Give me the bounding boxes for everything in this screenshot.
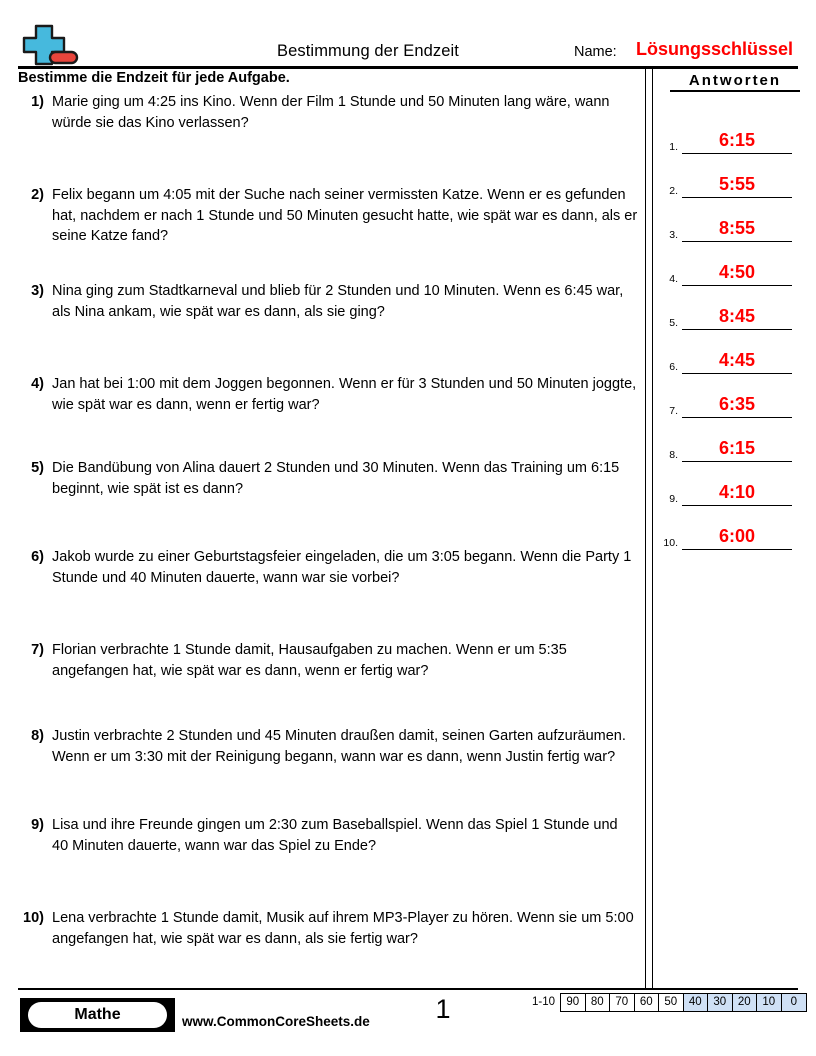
problem-item [18, 92, 638, 133]
score-cell: 30 [708, 994, 733, 1011]
answer-value: 8:45 [718, 306, 756, 326]
problem-text: Nina ging zum Stadtkarneval und blieb für 2 Stunden und 10 Minuten. Wenn es 6:45 war, als Nina ankam, wie spät war es dann, als sie ging? [52, 283, 624, 320]
score-cell-row [560, 993, 807, 1012]
instruction-text: Bestimme die Endzeit für jede Aufgabe. [18, 70, 290, 86]
problem-number: 7) [31, 642, 44, 658]
answer-value: 4:50 [718, 262, 756, 282]
answer-row [656, 154, 806, 198]
answer-number: 7. [669, 405, 678, 417]
answer-value: 8:55 [718, 218, 756, 238]
score-cell: 70 [610, 994, 635, 1011]
score-range-label: 1-10 [532, 996, 556, 1008]
answer-value: 6:00 [718, 526, 756, 546]
answer-key-label: Lösungsschlüssel [636, 39, 794, 59]
answer-number: 4. [669, 273, 678, 285]
problem-text: Lena verbrachte 1 Stunde damit, Musik auf ihrem MP3-Player zu hören. Wenn sie um 5:00 angefangen hat, wie spät war es dann, als sie fertig war? [52, 910, 634, 947]
answer-value: 5:55 [718, 174, 756, 194]
footer-divider [18, 988, 798, 990]
problem-item [18, 640, 630, 681]
answer-number: 5. [669, 317, 678, 329]
score-table [532, 993, 807, 1012]
header-divider [18, 66, 798, 69]
problem-item [18, 374, 646, 415]
answer-row [656, 198, 806, 242]
score-cell: 80 [586, 994, 611, 1011]
problem-item [18, 908, 636, 949]
problem-text: Marie ging um 4:25 ins Kino. Wenn der Film 1 Stunde und 50 Minuten lang wäre, wann würde sie das Kino verlassen? [52, 94, 610, 131]
problem-text: Lisa und ihre Freunde gingen um 2:30 zum Baseballspiel. Wenn das Spiel 1 Stunde und 40 Minuten dauerte, wann war das Spiel zu Ende? [52, 817, 618, 854]
page-header [18, 14, 798, 66]
answer-row [656, 374, 806, 418]
page-number: 1 [435, 994, 451, 1024]
answers-column-divider [645, 68, 653, 988]
answer-row [656, 506, 806, 550]
answer-row [656, 242, 806, 286]
site-url-label: www.CommonCoreSheets.de [182, 1014, 370, 1029]
answer-value: 4:10 [718, 482, 756, 502]
answers-heading: Antworten [670, 72, 800, 92]
problem-item [18, 185, 638, 247]
answer-value: 6:35 [718, 394, 756, 414]
score-cell: 10 [757, 994, 782, 1011]
score-cell: 60 [635, 994, 660, 1011]
answer-value: 6:15 [718, 130, 756, 150]
plus-minus-logo-icon [18, 22, 80, 70]
problem-number: 2) [31, 187, 44, 203]
problem-item [18, 726, 642, 767]
problem-number: 1) [31, 94, 44, 110]
answer-number: 2. [669, 185, 678, 197]
problem-item [18, 547, 638, 588]
answer-number: 1. [669, 141, 678, 153]
answer-row [656, 330, 806, 374]
answer-value: 6:15 [718, 438, 756, 458]
score-cell: 90 [561, 994, 586, 1011]
problem-text: Die Bandübung von Alina dauert 2 Stunden und 30 Minuten. Wenn das Training um 6:15 beginnt, wie spät ist es dann? [52, 460, 620, 497]
score-cell: 20 [733, 994, 758, 1011]
problem-number: 6) [31, 549, 44, 565]
score-cell: 50 [659, 994, 684, 1011]
subject-badge-label: Mathe [28, 1002, 167, 1028]
page-title: Bestimmung der Endzeit [277, 42, 459, 60]
answer-number: 8. [669, 449, 678, 461]
score-cell: 0 [782, 994, 807, 1011]
answer-number: 6. [669, 361, 678, 373]
score-cell: 40 [684, 994, 709, 1011]
problem-number: 10) [23, 910, 44, 926]
answer-value: 4:45 [718, 350, 756, 370]
problem-number: 9) [31, 817, 44, 833]
answer-number: 3. [669, 229, 678, 241]
problem-item [18, 815, 633, 856]
problem-number: 5) [31, 460, 44, 476]
name-label: Name: [574, 44, 617, 60]
problem-item [18, 281, 630, 322]
answer-row [656, 110, 806, 154]
answer-row [656, 418, 806, 462]
problem-text: Justin verbrachte 2 Stunden und 45 Minuten draußen damit, seinen Garten aufzuräumen. Wenn er um 3:30 mit der Reinigung begann, wann war es dann, wenn Justin fertig war? [52, 728, 626, 765]
problem-number: 4) [31, 376, 44, 392]
problem-text: Felix begann um 4:05 mit der Suche nach seiner vermissten Katze. Wenn er es gefunden hat, nachdem er nach 1 Stunde und 50 Minuten gesucht hatte, wie spät war es dann, als er seine Katze fand? [52, 187, 638, 245]
answer-row [656, 462, 806, 506]
problem-number: 3) [31, 283, 44, 299]
problem-number: 8) [31, 728, 44, 744]
answer-row [656, 286, 806, 330]
problem-text: Florian verbrachte 1 Stunde damit, Hausaufgaben zu machen. Wenn er um 5:35 angefangen hat, wie spät war es dann, wenn er fertig war? [52, 642, 567, 679]
problem-text: Jakob wurde zu einer Geburtstagsfeier eingeladen, die um 3:05 begann. Wenn die Party 1 Stunde und 40 Minuten dauerte, wann war sie vorbei? [52, 549, 632, 586]
subject-badge [20, 998, 175, 1032]
problem-item [18, 458, 646, 499]
problem-text: Jan hat bei 1:00 mit dem Joggen begonnen. Wenn er für 3 Stunden und 50 Minuten joggte, wie spät war es dann, wenn er fertig war? [52, 376, 637, 413]
answer-number: 10. [663, 537, 678, 549]
answer-number: 9. [669, 493, 678, 505]
